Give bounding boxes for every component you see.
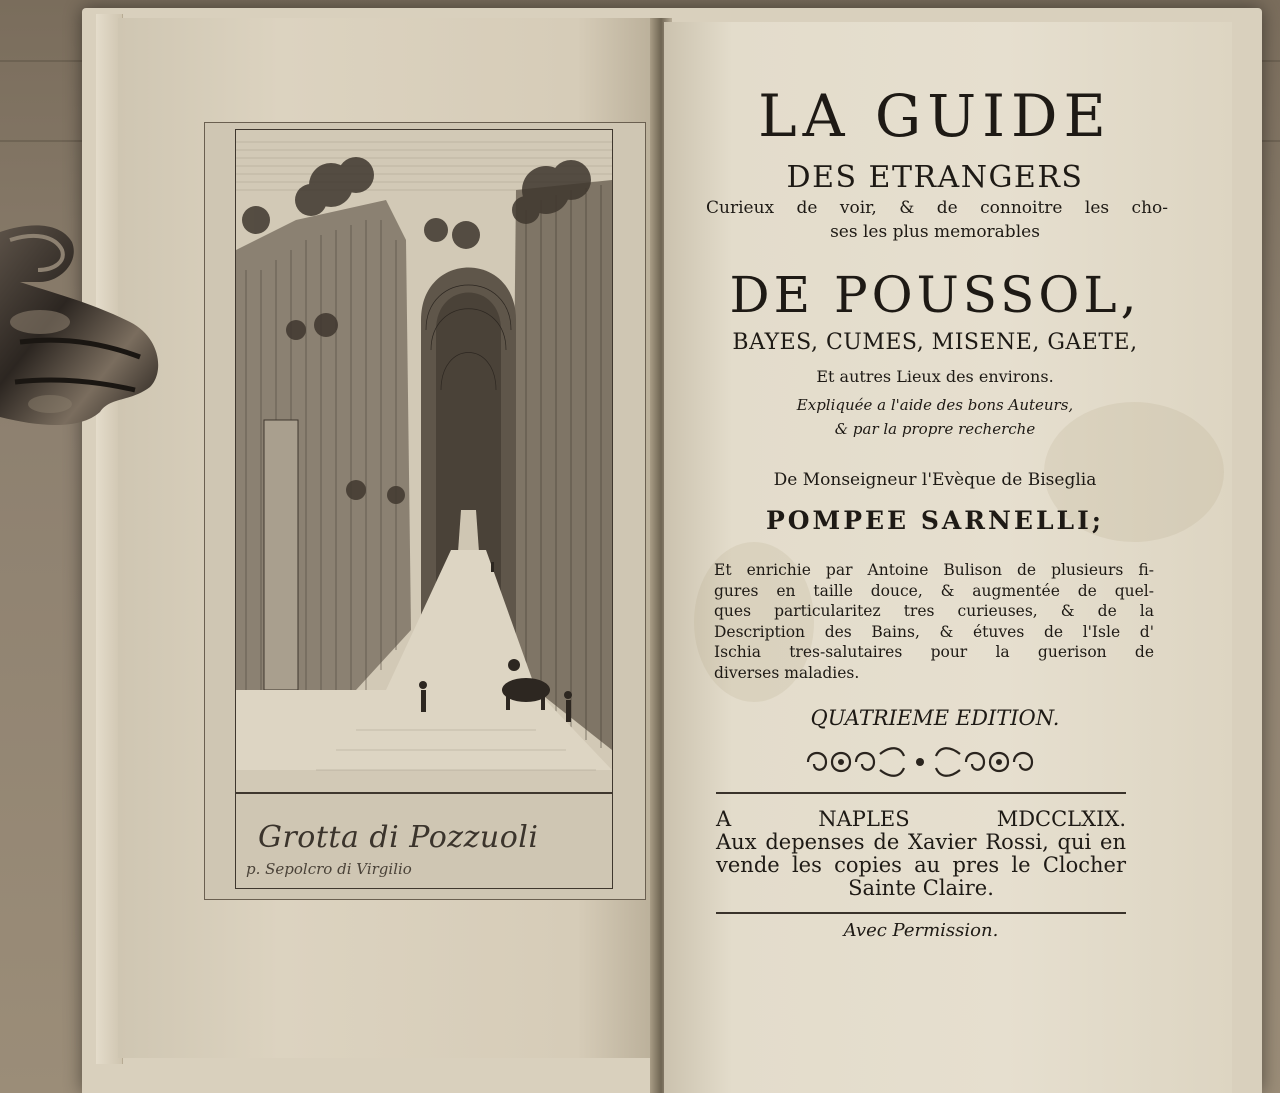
imprint-bottom-rule (716, 912, 1126, 914)
grotto-engraving-illustration (236, 130, 612, 792)
paragraph-line: ques particularitez tres curieuses, & de la (714, 602, 1154, 620)
engraving-subcaption: p. Sepolcro di Virgilio (246, 860, 412, 878)
paragraph-line: Et enrichie par Antoine Bulison de plusieurs fi- (714, 561, 1154, 579)
title-line-poussol: DE POUSSOL, (729, 266, 1141, 324)
imprint-line: A NAPLES MDCCLXIX. (716, 807, 1126, 831)
imprint-top-rule (716, 792, 1126, 794)
title-line-author: POMPEE SARNELLI; (765, 506, 1105, 535)
paragraph-line: gures en taille douce, & augmentée de quel- (714, 581, 1154, 600)
title-paragraph (714, 560, 1154, 683)
edition-line: QUATRIEME EDITION. (810, 706, 1060, 730)
imprint-line: Sainte Claire. (848, 876, 994, 900)
plate-divider-line (236, 792, 612, 794)
engraving-caption: Grotta di Pozzuoli (258, 820, 539, 855)
imprint-line: Aux depenses de Xavier Rossi, qui en (716, 830, 1126, 854)
engraving-frame (235, 129, 613, 889)
title-line-environs: Et autres Lieux des environs. (816, 367, 1054, 386)
imprint-block (716, 808, 1126, 900)
title-line-curieux: Curieux de voir, & de connoitre les cho- (706, 198, 1168, 218)
title-line-monseigneur: De Monseigneur l'Evèque de Biseglia (773, 470, 1097, 490)
permission-line: Avec Permission. (843, 920, 999, 941)
imprint-line: vende les copies au pres le Clocher (716, 853, 1126, 877)
book-clasp-icon (0, 222, 164, 432)
title-line-memorables: ses les plus memorables (830, 222, 1040, 242)
paragraph-line: Ischia tres-salutaires pour la guerison de (714, 643, 1154, 661)
engraving-plate (204, 122, 646, 900)
paragraph-line: Description des Bains, & étuves de l'Isle d' (714, 622, 1154, 641)
title-line-la-guide: LA GUIDE (758, 82, 1112, 150)
title-line-recherche: & par la propre recherche (834, 420, 1036, 438)
title-line-des-etrangers: DES ETRANGERS (786, 160, 1084, 195)
title-line-places: BAYES, CUMES, MISENE, GAETE, (732, 330, 1138, 355)
printer-ornament-icon (800, 742, 1040, 782)
paragraph-line: diverses maladies. (714, 663, 860, 682)
title-line-expliquee: Expliquée a l'aide des bons Auteurs, (796, 396, 1074, 414)
